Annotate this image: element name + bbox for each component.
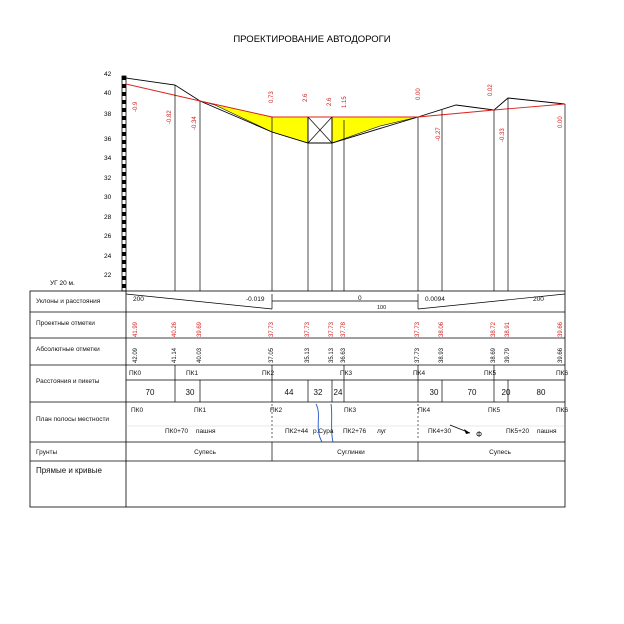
axis-tick-22: 22 (104, 272, 112, 279)
ground-mark: 37.73 (415, 347, 421, 363)
axis-tick-40: 40 (104, 90, 112, 97)
cut-fill-label: -0.9 (133, 101, 139, 112)
ruler-dash (122, 260, 126, 264)
row-label-slopes: Уклоны и расстояния (36, 298, 101, 305)
ruler-dash (122, 148, 126, 152)
soil-type: Супесь (489, 449, 511, 456)
plan-note: луг (377, 428, 387, 435)
slope-value: 0.0094 (425, 296, 445, 303)
ruler-dash (122, 164, 126, 168)
design-mark: 38.91 (505, 321, 511, 337)
row-label-ground: Абсолютные отметки (36, 346, 100, 353)
picket-label: ПК3 (340, 370, 353, 377)
axis-tick-32: 32 (104, 175, 112, 182)
design-mark: 39.69 (197, 321, 203, 337)
ruler-dash (122, 116, 126, 120)
ruler-dash (122, 276, 126, 280)
ruler-dash (122, 228, 126, 232)
ruler-dash (122, 204, 126, 208)
plan-picket: ПК0 (131, 407, 144, 414)
picket-label: ПК1 (186, 370, 199, 377)
slope-value: 200 (133, 296, 144, 303)
design-mark: 37.73 (269, 321, 275, 337)
height-axis (50, 71, 112, 287)
ground-mark: 39.79 (505, 347, 511, 363)
picket-distance: 20 (501, 388, 511, 397)
height-scale-ruler (122, 76, 126, 291)
cut-fill-label: -0.33 (500, 128, 506, 142)
design-mark: 38.72 (491, 321, 497, 337)
ruler-dash (122, 92, 126, 96)
ground-mark: 36.63 (341, 347, 347, 363)
design-marks-row (133, 321, 564, 337)
design-mark: 39.66 (558, 321, 564, 337)
ruler-dash (122, 132, 126, 136)
picket-distance: 30 (185, 388, 195, 397)
bridge-box (308, 117, 332, 143)
slopes-row (126, 294, 565, 309)
slope-value: 0 (358, 295, 362, 302)
plan-picket: ПК1 (194, 407, 207, 414)
profile-table (30, 291, 565, 507)
plan-picket: ПК2 (270, 407, 283, 414)
plan-note: ПК4+30 (428, 428, 452, 435)
plan-picket: ПК3 (344, 407, 357, 414)
design-mark: 37.78 (341, 321, 347, 337)
ground-mark: 41.14 (172, 347, 178, 363)
cut-fill-label: 0.02 (488, 84, 494, 96)
plan-note: пашня (196, 428, 216, 435)
ground-mark: 37.05 (269, 347, 275, 363)
picket-distance: 70 (145, 388, 155, 397)
picket-distance: 32 (313, 388, 323, 397)
ruler-dash (122, 284, 126, 288)
ruler-dash (122, 212, 126, 216)
row-label-soils: Грунты (36, 449, 58, 456)
ruler-dash (122, 252, 126, 256)
design-mark: 37.73 (329, 321, 335, 337)
ground-mark: 38.69 (491, 347, 497, 363)
ground-mark: 38.93 (439, 347, 445, 363)
cut-fill-label: 0.00 (416, 88, 422, 100)
row-label-curves: Прямые и кривые (36, 466, 102, 475)
picket-distance: 70 (467, 388, 477, 397)
field-boundary-arrowhead (464, 429, 470, 434)
ruler-dash (122, 236, 126, 240)
row-label-distances: Расстояния и пикеты (36, 378, 100, 385)
ground-mark: 42.09 (133, 347, 139, 363)
ruler-dash (122, 156, 126, 160)
ruler-dash (122, 76, 126, 80)
row-label-design: Проектные отметки (36, 320, 95, 327)
plan-picket: ПК6 (556, 407, 569, 414)
cut-fill-label: -0.27 (436, 127, 442, 141)
picket-label: ПК0 (129, 370, 142, 377)
ruler-dash (122, 196, 126, 200)
design-mark: 40.26 (172, 321, 178, 337)
plan-note: пашня (537, 428, 557, 435)
plan-note: ПК2+76 (343, 428, 367, 435)
design-mark: 41.99 (133, 321, 139, 337)
axis-tick-26: 26 (104, 233, 112, 240)
ruler-dash (122, 140, 126, 144)
axis-tick-30: 30 (104, 194, 112, 201)
ground-marks-row (133, 347, 564, 363)
ruler-dash (122, 268, 126, 272)
cut-fill-label: 1.15 (342, 96, 348, 108)
ground-mark: 39.66 (558, 347, 564, 363)
axis-tick-24: 24 (104, 253, 112, 260)
slope-value: 200 (533, 296, 544, 303)
plan-picket: ПК5 (488, 407, 501, 414)
cut-fill-label: 0.00 (558, 116, 564, 128)
ruler-dash (122, 84, 126, 88)
picket-label: ПК5 (484, 370, 497, 377)
plan-note: ПК5+20 (506, 428, 530, 435)
axis-caption: УГ 20 м. (50, 280, 75, 287)
picket-label: ПК2 (262, 370, 275, 377)
soil-type: Супесь (194, 449, 216, 456)
plan-picket: ПК4 (418, 407, 431, 414)
cut-fill-label: 2.6 (327, 97, 333, 106)
ruler-dash (122, 124, 126, 128)
embankment-fill-area (200, 101, 308, 143)
cut-fill-label: -0.82 (167, 110, 173, 124)
axis-tick-34: 34 (104, 155, 112, 162)
plan-note: р.Сура (313, 428, 334, 435)
soil-type: Суглинки (337, 449, 365, 456)
slope-distance: 100 (377, 305, 387, 311)
axis-tick-36: 36 (104, 136, 112, 143)
ruler-dash (122, 180, 126, 184)
ground-mark: 40.03 (197, 347, 203, 363)
cut-fill-label: 2.6 (303, 93, 309, 102)
ruler-dash (122, 188, 126, 192)
picket-distance: 80 (536, 388, 546, 397)
design-mark: 37.73 (305, 321, 311, 337)
ruler-dash (122, 244, 126, 248)
picket-label: ПК4 (413, 370, 426, 377)
axis-tick-28: 28 (104, 214, 112, 221)
ground-mark: 35.13 (329, 347, 335, 363)
row-label-plan: План полосы местности (36, 416, 110, 423)
ground-mark: 35.13 (305, 347, 311, 363)
picket-label: ПК6 (556, 370, 569, 377)
axis-tick-38: 38 (104, 111, 112, 118)
design-mark: 38.06 (439, 321, 445, 337)
ruler-dash (122, 100, 126, 104)
ruler-dash (122, 108, 126, 112)
design-mark: 37.73 (415, 321, 421, 337)
slope-value: -0.019 (246, 296, 265, 303)
ruler-dash (122, 172, 126, 176)
plan-symbol: Ф (476, 430, 483, 439)
axis-tick-42: 42 (104, 71, 112, 78)
plan-note: ПК2+44 (285, 428, 309, 435)
drawing-title: ПРОЕКТИРОВАНИЕ АВТОДОРОГИ (233, 34, 391, 45)
table-row-labels (36, 298, 109, 475)
picket-distance: 30 (429, 388, 439, 397)
cut-fill-label: 0.73 (269, 91, 275, 103)
ruler-dash (122, 220, 126, 224)
river-outline (316, 404, 333, 442)
picket-distance: 24 (333, 388, 343, 397)
plan-note: ПК0+70 (165, 428, 189, 435)
picket-distance: 44 (284, 388, 294, 397)
cut-fill-label: -0.34 (192, 116, 198, 130)
